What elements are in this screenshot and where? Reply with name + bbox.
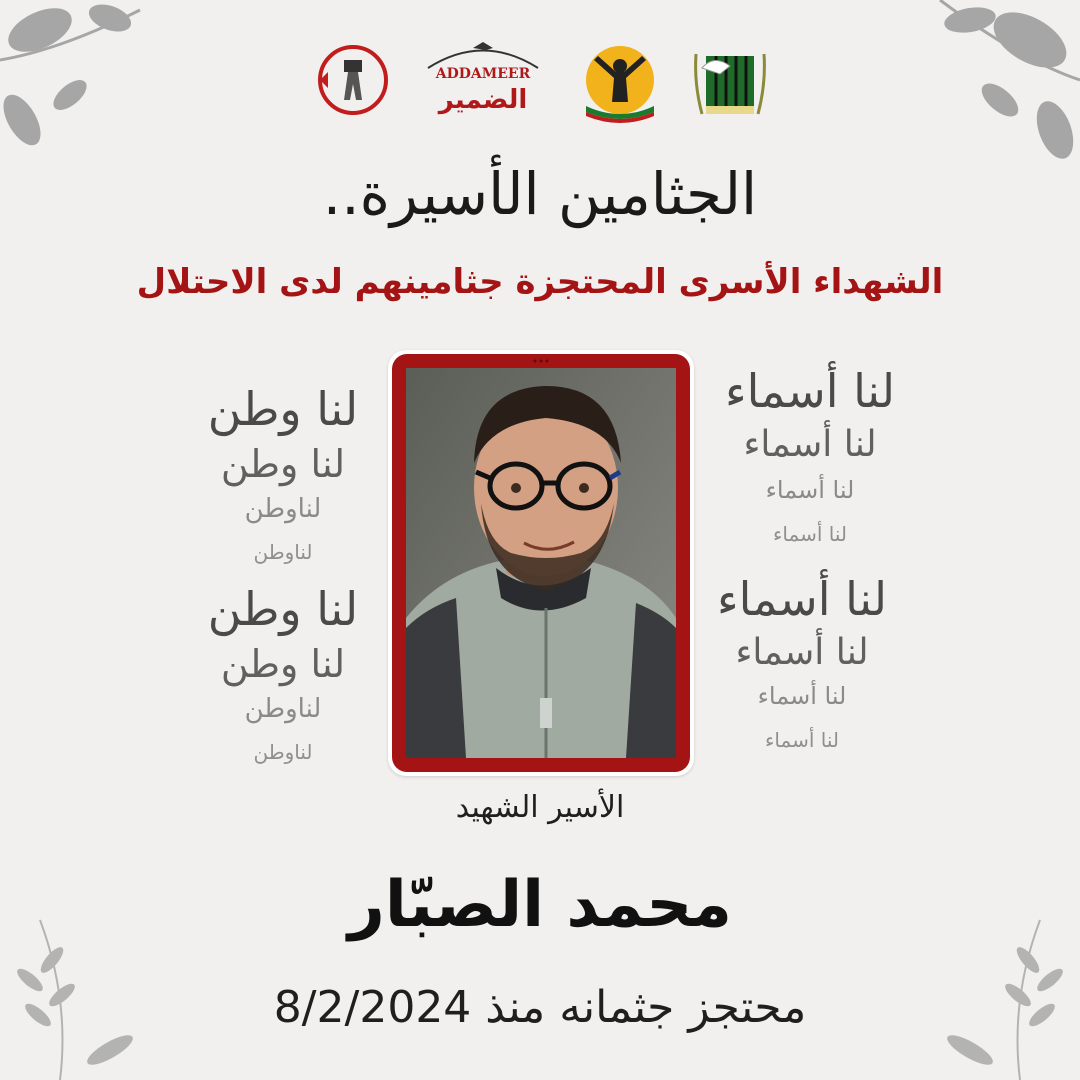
page-title: الجثامين الأسيرة.. <box>322 160 758 228</box>
names-line: لنا أسماء <box>757 682 847 710</box>
names-line: لنا أسماء <box>724 364 896 418</box>
partner-logos-row <box>300 38 780 123</box>
names-line: لنا أسماء <box>743 424 877 465</box>
addameer-logo <box>418 38 548 118</box>
frame-camera-dots <box>533 359 549 363</box>
addameer-arabic-text: الضمير <box>438 85 528 115</box>
names-line: لنا أسماء <box>735 632 869 673</box>
prisoner-club-logo <box>308 42 398 118</box>
homeland-line: لنا وطن <box>220 642 346 686</box>
page-subtitle: الشهداء الأسرى المحتجزة جثامينهم لدى الاحتلال <box>136 262 944 302</box>
homeland-line: لناوطن <box>244 694 322 724</box>
homeland-line: لنا وطن <box>207 382 359 436</box>
names-line: لنا أسماء <box>716 572 888 626</box>
homeland-line: لناوطن <box>244 494 322 524</box>
homeland-line: لنا وطن <box>207 582 359 636</box>
names-line: لنا أسماء <box>773 522 847 546</box>
names-line: لنا أسماء <box>765 728 839 752</box>
portrait-frame-border <box>392 354 690 772</box>
martyr-name: محمد الصبّار <box>348 868 732 942</box>
homeland-line: لناوطن <box>253 740 313 764</box>
martyr-portrait-photo <box>406 368 676 758</box>
homeland-line: لنا وطن <box>220 442 346 486</box>
dove-jail-logo <box>690 44 770 120</box>
names-line: لنا أسماء <box>765 476 855 504</box>
addameer-latin-text: ADDAMEER <box>435 66 531 82</box>
prisoners-commission-logo <box>572 40 668 124</box>
portrait-caption: الأسير الشهيد <box>455 790 625 825</box>
detention-date-text: محتجز جثمانه منذ 8/2/2024 <box>273 982 807 1033</box>
portrait-frame <box>388 350 694 776</box>
homeland-line: لناوطن <box>253 540 313 564</box>
